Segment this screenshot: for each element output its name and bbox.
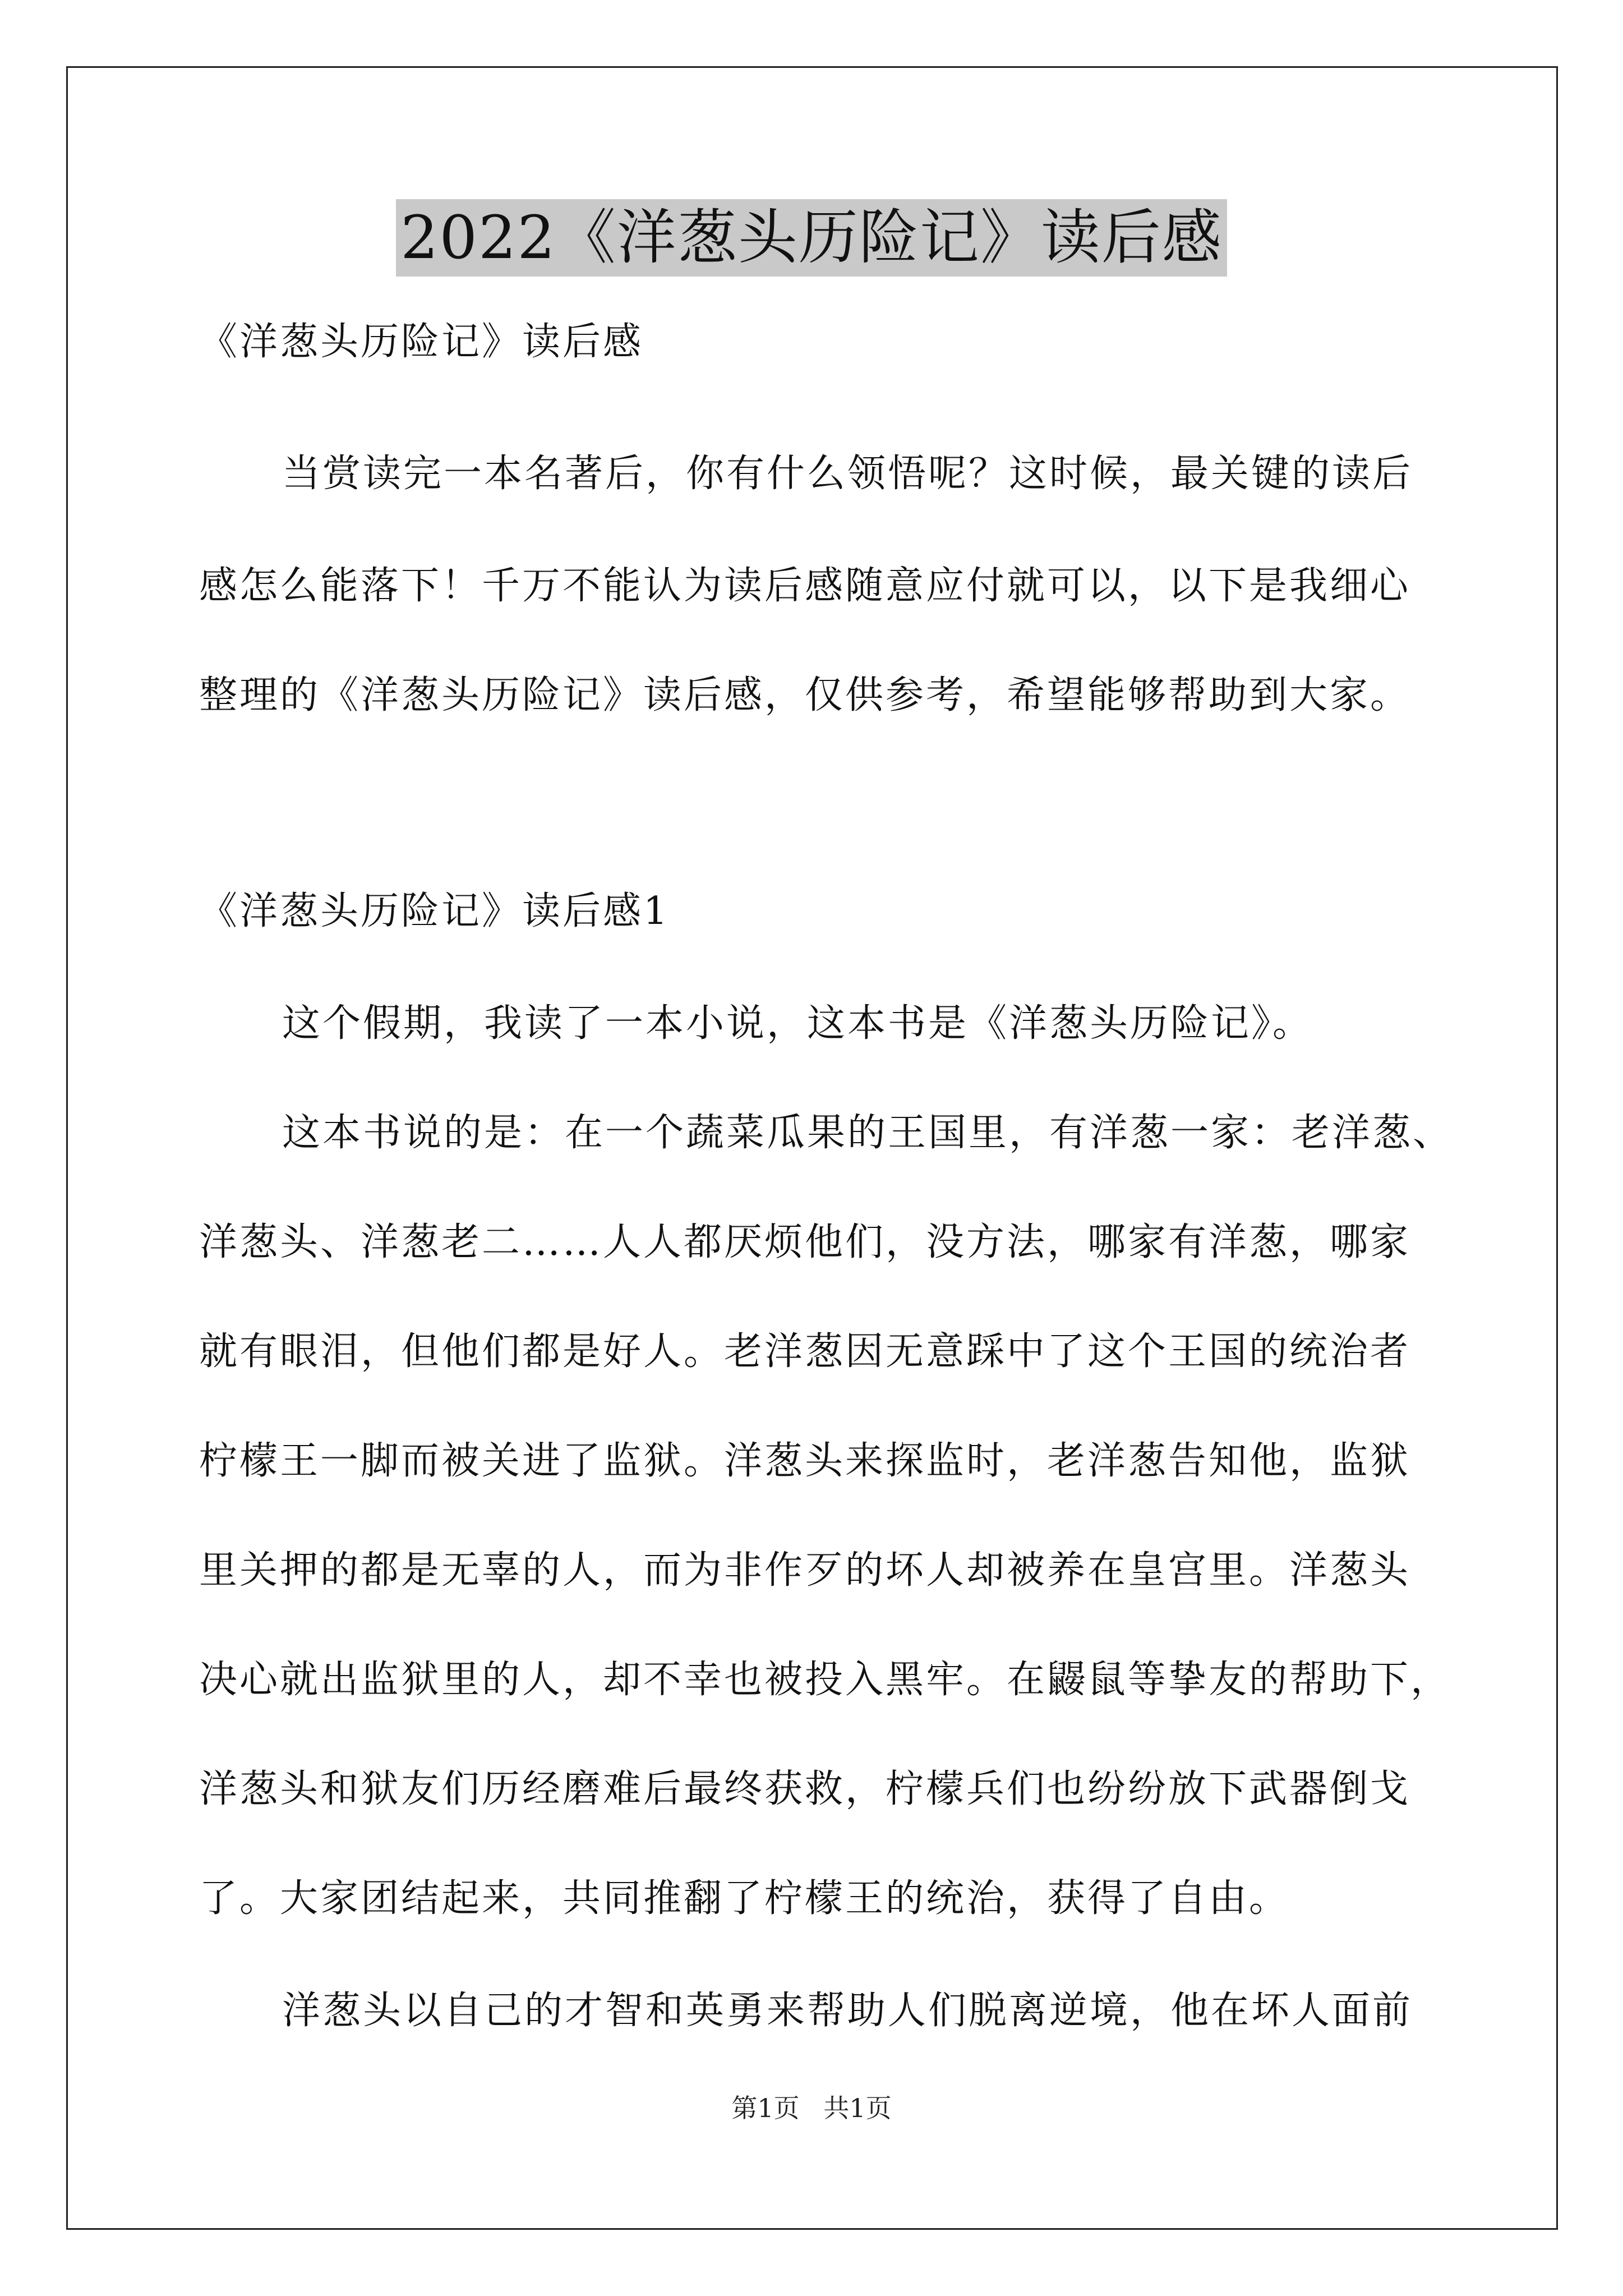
- paragraph-line: 了。大家团结起来，共同推翻了柠檬王的统治，获得了自由。: [199, 1876, 1290, 1921]
- paragraph-line: 感怎么能落下！千万不能认为读后感随意应付就可以，以下是我细心: [199, 564, 1411, 608]
- paragraph-line: 里关押的都是无辜的人，而为非作歹的坏人却被养在皇宫里。洋葱头: [199, 1548, 1411, 1593]
- paragraph-line: 洋葱头以自己的才智和英勇来帮助人们脱离逆境，他在坏人面前: [282, 1989, 1413, 2033]
- paragraph-line: 决心就出监狱里的人，却不幸也被投入黑牢。在鼹鼠等挚友的帮助下，: [199, 1658, 1451, 1702]
- paragraph-line: 柠檬王一脚而被关进了监狱。洋葱头来探监时，老洋葱告知他，监狱: [199, 1439, 1411, 1483]
- page-footer: [0, 2091, 1623, 2125]
- paragraph-line: 这本书说的是：在一个蔬菜瓜果的王国里，有洋葱一家：老洋葱、: [282, 1111, 1454, 1155]
- page-total: 共1页: [823, 2093, 892, 2123]
- paragraph-line: 就有眼泪，但他们都是好人。老洋葱因无意踩中了这个王国的统治者: [199, 1329, 1411, 1374]
- paragraph-line: 这个假期，我读了一本小说，这本书是《洋葱头历险记》。: [282, 1001, 1313, 1046]
- paragraph-line: 当赏读完一本名著后，你有什么领悟呢？这时候，最关键的读后: [282, 452, 1413, 496]
- paragraph-line: 洋葱头、洋葱老二……人人都厌烦他们，没方法，哪家有洋葱，哪家: [199, 1220, 1411, 1264]
- paragraph-line: 洋葱头和狱友们历经磨难后最终获救，柠檬兵们也纷纷放下武器倒戈: [199, 1767, 1411, 1811]
- page-number: 第1页: [731, 2093, 800, 2123]
- section-heading: 《洋葱头历险记》读后感1: [199, 889, 670, 933]
- paragraph-line: 整理的《洋葱头历险记》读后感，仅供参考，希望能够帮助到大家。: [199, 673, 1411, 717]
- section-heading: 《洋葱头历险记》读后感: [199, 320, 644, 364]
- title-container: [0, 199, 1623, 277]
- document-title: 2022《洋葱头历险记》读后感: [396, 199, 1227, 277]
